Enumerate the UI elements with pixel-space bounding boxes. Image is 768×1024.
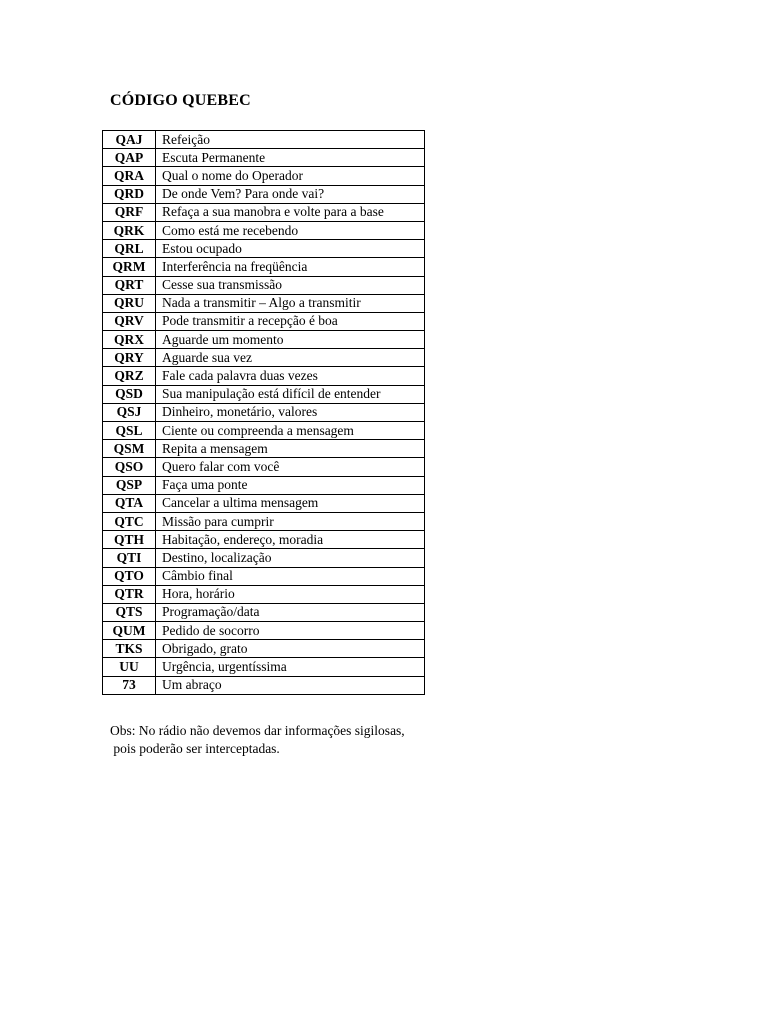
table-row	[103, 258, 425, 276]
meaning-cell: Aguarde sua vez	[156, 349, 425, 367]
code-cell: QSL	[103, 422, 156, 440]
table-row	[103, 422, 425, 440]
code-cell: QTI	[103, 549, 156, 567]
observation-line-1: Obs: No rádio não devemos dar informações sigilosas,	[110, 723, 405, 738]
meaning-cell: Estou ocupado	[156, 240, 425, 258]
code-cell: QRT	[103, 276, 156, 294]
table-row	[103, 385, 425, 403]
meaning-cell: Sua manipulação está difícil de entender	[156, 385, 425, 403]
meaning-cell: Câmbio final	[156, 567, 425, 585]
meaning-cell: Fale cada palavra duas vezes	[156, 367, 425, 385]
code-table	[102, 130, 425, 695]
meaning-cell: Missão para cumprir	[156, 512, 425, 530]
meaning-cell: Obrigado, grato	[156, 640, 425, 658]
table-row	[103, 622, 425, 640]
table-row	[103, 149, 425, 167]
table-row	[103, 567, 425, 585]
meaning-cell: Cancelar a ultima mensagem	[156, 494, 425, 512]
table-row	[103, 185, 425, 203]
code-cell: TKS	[103, 640, 156, 658]
table-row	[103, 549, 425, 567]
code-cell: 73	[103, 676, 156, 694]
code-cell: QAJ	[103, 131, 156, 149]
code-cell: QUM	[103, 622, 156, 640]
table-row	[103, 331, 425, 349]
table-row	[103, 203, 425, 221]
document-title: CÓDIGO QUEBEC	[110, 92, 251, 109]
meaning-cell: Hora, horário	[156, 585, 425, 603]
table-row	[103, 658, 425, 676]
code-cell: QRZ	[103, 367, 156, 385]
meaning-cell: Nada a transmitir – Algo a transmitir	[156, 294, 425, 312]
table-row	[103, 458, 425, 476]
table-row	[103, 603, 425, 621]
meaning-cell: Repita a mensagem	[156, 440, 425, 458]
meaning-cell: Refaça a sua manobra e volte para a base	[156, 203, 425, 221]
code-cell: QRF	[103, 203, 156, 221]
code-cell: QRK	[103, 221, 156, 239]
code-table-body	[103, 131, 425, 695]
code-cell: QTC	[103, 512, 156, 530]
code-cell: QRD	[103, 185, 156, 203]
table-row	[103, 167, 425, 185]
code-cell: QTR	[103, 585, 156, 603]
meaning-cell: Programação/data	[156, 603, 425, 621]
table-row	[103, 221, 425, 239]
code-cell: QRV	[103, 312, 156, 330]
code-cell: QRY	[103, 349, 156, 367]
code-cell: QTH	[103, 531, 156, 549]
table-row	[103, 131, 425, 149]
table-row	[103, 676, 425, 694]
table-row	[103, 312, 425, 330]
meaning-cell: Ciente ou compreenda a mensagem	[156, 422, 425, 440]
table-row	[103, 349, 425, 367]
meaning-cell: De onde Vem? Para onde vai?	[156, 185, 425, 203]
meaning-cell: Aguarde um momento	[156, 331, 425, 349]
code-cell: QSO	[103, 458, 156, 476]
meaning-cell: Habitação, endereço, moradia	[156, 531, 425, 549]
table-row	[103, 640, 425, 658]
meaning-cell: Refeição	[156, 131, 425, 149]
code-cell: QSD	[103, 385, 156, 403]
code-cell: QSP	[103, 476, 156, 494]
meaning-cell: Interferência na freqüência	[156, 258, 425, 276]
observation-line-2: pois poderão ser interceptadas.	[110, 741, 280, 756]
meaning-cell: Urgência, urgentíssima	[156, 658, 425, 676]
table-row	[103, 531, 425, 549]
table-row	[103, 367, 425, 385]
table-row	[103, 440, 425, 458]
meaning-cell: Pode transmitir a recepção é boa	[156, 312, 425, 330]
code-cell: QRX	[103, 331, 156, 349]
meaning-cell: Pedido de socorro	[156, 622, 425, 640]
meaning-cell: Escuta Permanente	[156, 149, 425, 167]
table-row	[103, 240, 425, 258]
table-row	[103, 494, 425, 512]
meaning-cell: Quero falar com você	[156, 458, 425, 476]
meaning-cell: Dinheiro, monetário, valores	[156, 403, 425, 421]
meaning-cell: Como está me recebendo	[156, 221, 425, 239]
table-row	[103, 585, 425, 603]
table-row	[103, 294, 425, 312]
code-cell: QRL	[103, 240, 156, 258]
code-cell: QRM	[103, 258, 156, 276]
code-cell: QTS	[103, 603, 156, 621]
code-cell: QRA	[103, 167, 156, 185]
table-row	[103, 403, 425, 421]
code-cell: QTO	[103, 567, 156, 585]
table-row	[103, 276, 425, 294]
observation-note	[110, 722, 405, 758]
meaning-cell: Qual o nome do Operador	[156, 167, 425, 185]
code-cell: QSJ	[103, 403, 156, 421]
code-cell: QRU	[103, 294, 156, 312]
code-cell: QAP	[103, 149, 156, 167]
meaning-cell: Cesse sua transmissão	[156, 276, 425, 294]
meaning-cell: Destino, localização	[156, 549, 425, 567]
code-cell: QTA	[103, 494, 156, 512]
table-row	[103, 512, 425, 530]
meaning-cell: Um abraço	[156, 676, 425, 694]
table-row	[103, 476, 425, 494]
code-cell: QSM	[103, 440, 156, 458]
meaning-cell: Faça uma ponte	[156, 476, 425, 494]
code-cell: UU	[103, 658, 156, 676]
